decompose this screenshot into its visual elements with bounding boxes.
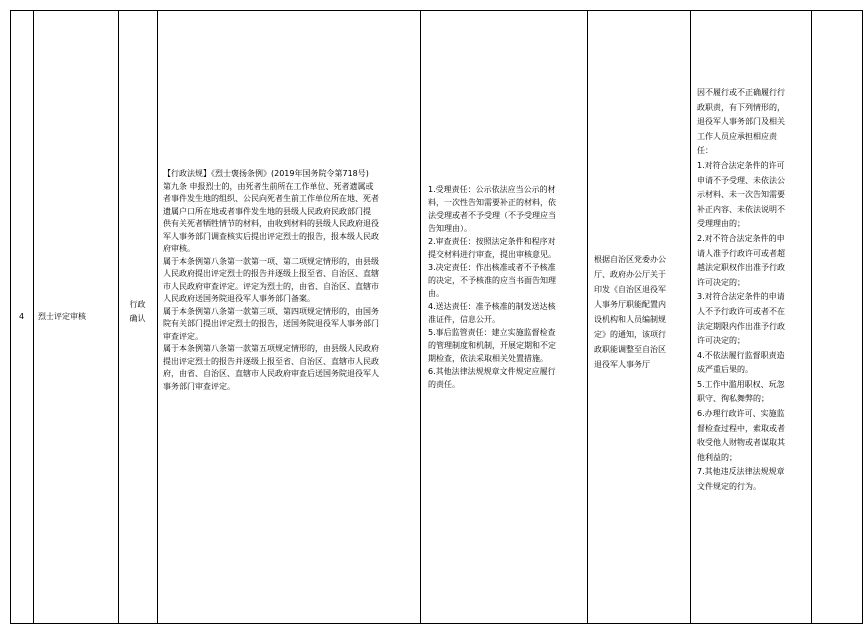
responsibility-line: 的责任。 — [428, 380, 460, 389]
accountability-line: 工作人员应承担相应责 — [697, 131, 777, 141]
table-top-border — [10, 10, 863, 11]
accountability-line: 受理理由的； — [697, 219, 745, 229]
responsibility-line: 期检查，依法采取相关处置措施。 — [428, 354, 548, 363]
responsible-basis-line: 退役军人事务厅 — [594, 360, 650, 369]
responsible-basis-line: 厅、政府办公厅关于 — [594, 270, 666, 279]
accountability-line: 许可决定的； — [697, 336, 745, 346]
accountability-line: 文件规定的行为。 — [697, 482, 761, 492]
basis-line: 人民政府提出评定烈士的报告并逐级上报至省、自治区、直辖 — [163, 269, 379, 278]
accountability-line: 人不予行政许可或者不在 — [697, 306, 785, 316]
accountability-line: 法定期限内作出准予行政 — [697, 321, 785, 331]
basis-line: 遗属户口所在地或者事件发生地的县级人民政府民政部门提 — [163, 206, 371, 216]
basis-line: 属于本条例第八条第一款第五项规定情形的，由县级人民政府 — [163, 344, 379, 353]
col-border-8 — [862, 10, 863, 624]
responsible-basis — [594, 252, 689, 372]
responsibility-line: 6.其他法律法规规章文件规定应履行 — [428, 367, 556, 376]
col-border-4 — [420, 10, 421, 624]
basis-line: 事务部门审查评定。 — [163, 381, 235, 391]
basis-line: 院有关部门提出评定烈士的报告，送国务院退役军人事务部门 — [163, 319, 379, 328]
basis-line: 属于本条例第八条第一款第一项、第二项规定情形的，由县级 — [163, 256, 379, 266]
accountability-line: 6.办理行政许可、实施监 — [697, 409, 785, 419]
accountability-line: 4.不依法履行监督职责造 — [697, 350, 785, 360]
basis-line: 市人民政府审查评定。评定为烈士的，由省、自治区、直辖市 — [163, 281, 379, 291]
responsibility-line: 料，一次性告知需要补正的材料，依 — [428, 198, 556, 207]
accountability-line: 补正内容、未依法说明不 — [697, 204, 785, 214]
accountability-line: 因不履行或不正确履行行 — [697, 88, 785, 97]
responsibility-line: 2.审查责任：按照法定条件和程序对 — [428, 237, 556, 246]
responsibility-line: 的管理制度和机制，开展定期和不定 — [428, 341, 556, 350]
responsibility-line: 准证件，信息公开。 — [428, 315, 500, 324]
accountability-line: 2.对不符合法定条件的申 — [697, 233, 785, 243]
responsible-basis-line: 印发《自治区退役军 — [594, 285, 666, 294]
basis-line: 提出评定烈士的报告并逐级上报至省、自治区、直辖市人民政 — [163, 356, 379, 366]
responsibility-line: 的决定，不予核准的应当书面告知理 — [428, 276, 556, 285]
accountability-line: 政职责，有下列情形的， — [697, 102, 785, 112]
col-border-5 — [587, 10, 588, 624]
responsibility-line: 3.决定责任：作出核准或者不予核准 — [428, 263, 556, 272]
responsible-basis-line: 政职能调整至自治区 — [594, 345, 666, 354]
responsibility-line: 法受理或者不予受理（不予受理应当 — [428, 211, 556, 220]
col-border-6 — [690, 10, 691, 624]
accountability-line: 任： — [697, 146, 713, 156]
responsible-basis-line: 定》的通知，该项行 — [594, 330, 666, 339]
category: 行政 确认 — [129, 300, 146, 323]
basis-line: 【行政法规】《烈士褒扬条例》(2019年国务院令第718号) — [163, 169, 369, 178]
responsibility-line: 1.受理责任：公示依法应当公示的材 — [428, 185, 556, 194]
basis-line: 府，由省、自治区、直辖市人民政府审查后送国务院退役军人 — [163, 369, 379, 378]
accountability-line: 1.对符合法定条件的许可 — [697, 160, 785, 170]
responsible-basis-line: 人事务厅职能配置内 — [594, 300, 666, 309]
basis-line: 者事件发生地的组织、公民向死者生前工作单位所在地、死者 — [163, 194, 379, 203]
responsibilities — [428, 183, 586, 391]
accountability-line: 成严重后果的。 — [697, 365, 753, 375]
accountability-line: 请人准予行政许可或者超 — [697, 248, 785, 258]
responsibility-line: 由。 — [428, 289, 444, 298]
accountability — [697, 86, 809, 495]
responsibility-line: 5.事后监管责任：建立实施监督检查 — [428, 328, 556, 337]
accountability-line: 申请不予受理、未依法公 — [697, 175, 785, 185]
accountability-line: 越法定职权作出准予行政 — [697, 263, 785, 273]
col-border-1 — [33, 10, 34, 624]
col-border-3 — [157, 10, 158, 624]
item-name: 烈士评定审核 — [38, 312, 86, 321]
legal-basis — [163, 168, 418, 393]
row-number: 4 — [18, 312, 25, 321]
basis-line: 府审核。 — [163, 244, 195, 253]
responsibility-line: 告知理由）。 — [428, 224, 472, 233]
col-border-7 — [811, 10, 812, 624]
responsibility-line: 4.送达责任：准予核准的制发送达核 — [428, 302, 556, 311]
responsible-basis-line: 根据自治区党委办公 — [594, 255, 666, 264]
responsible-basis-line: 设机构和人员编制规 — [594, 315, 666, 324]
accountability-line: 示材料、未一次告知需要 — [697, 190, 785, 200]
responsibility-line: 提交材料进行审查，提出审核意见。 — [428, 250, 556, 259]
basis-line: 第九条 申报烈士的，由死者生前所在工作单位、死者遗属或 — [163, 181, 374, 191]
basis-line: 人民政府送国务院退役军人事务部门备案。 — [163, 294, 315, 303]
accountability-line: 督检查过程中，索取或者 — [697, 423, 785, 433]
table-bottom-border — [10, 623, 863, 624]
accountability-line: 职守、徇私舞弊的； — [697, 394, 769, 404]
accountability-line: 退役军人事务部门及相关 — [697, 117, 785, 127]
basis-line: 供有关死者牺牲情节的材料，由收到材料的县级人民政府退役 — [163, 219, 379, 228]
accountability-line: 7.其他违反法律法规规章 — [697, 467, 785, 477]
basis-line: 审查评定。 — [163, 331, 203, 341]
accountability-line: 许可决定的； — [697, 277, 745, 287]
basis-line: 军人事务部门调查核实后提出评定烈士的报告，报本级人民政 — [163, 231, 379, 241]
accountability-line: 3.对符合法定条件的申请 — [697, 292, 785, 302]
basis-line: 属于本条例第八条第一款第三项、第四项规定情形的，由国务 — [163, 306, 379, 316]
accountability-line: 收受他人财物或者谋取其 — [697, 438, 785, 448]
accountability-line: 5.工作中滥用职权、玩忽 — [697, 379, 785, 389]
accountability-line: 他利益的； — [697, 452, 737, 462]
